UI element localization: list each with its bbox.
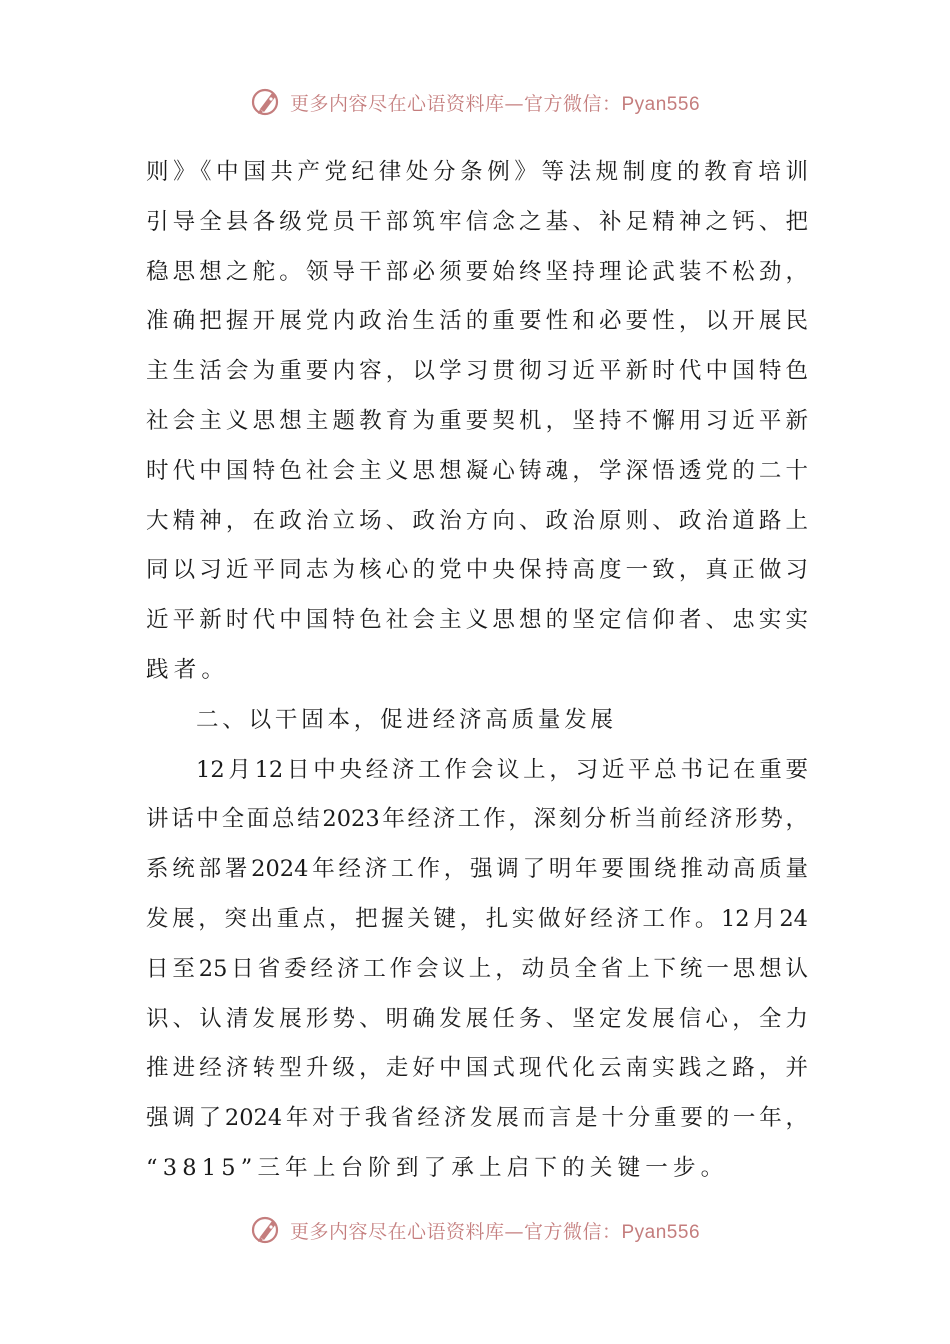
text-line: 近平新时代中国特色社会主义思想的坚定信仰者、忠实实 (146, 607, 808, 634)
text-line: 准确把握开展党内政治生活的重要性和必要性，以开展民 (146, 308, 808, 335)
text-line: 大精神，在政治立场、政治方向、政治原则、政治道路上 (146, 507, 808, 534)
text-line: 社会主义思想主题教育为重要契机，坚持不懈用习近平新 (146, 407, 808, 434)
watermark-text: 更多内容尽在心语资料库—官方微信：Pyan556 (289, 92, 701, 115)
section-heading: 二、以干固本，促进经济高质量发展 (196, 706, 617, 733)
watermark-text: 更多内容尽在心语资料库—官方微信：Pyan556 (289, 1220, 701, 1243)
text-line: 发展，突出重点，把握关键，扎实做好经济工作。12月24 (146, 905, 808, 932)
pen-nib-icon (250, 85, 284, 119)
watermark-footer (0, 1212, 950, 1248)
text-line: 系统部署2024年经济工作，强调了明年要围绕推动高质量 (146, 856, 808, 883)
text-line: 推进经济转型升级，走好中国式现代化云南实践之路，并 (146, 1055, 808, 1082)
text-line: 稳思想之舵。领导干部必须要始终坚持理论武装不松劲， (146, 258, 808, 285)
text-line: 日至25日省委经济工作会议上，动员全省上下统一思想认 (146, 955, 808, 982)
text-line: “3815”三年上台阶到了承上启下的关键一步。 (146, 1154, 729, 1181)
text-line: 识、认清发展形势、明确发展任务、坚定发展信心，全力 (146, 1005, 808, 1032)
text-line: 讲话中全面总结2023年经济工作，深刻分析当前经济形势， (146, 806, 808, 833)
document-body (146, 148, 808, 1194)
text-line: 12月12日中央经济工作会议上，习近平总书记在重要 (196, 756, 808, 783)
text-line: 引导全县各级党员干部筑牢信念之基、补足精神之钙、把 (146, 208, 808, 235)
text-line: 则》《中国共产党纪律处分条例》等法规制度的教育培训 (146, 159, 808, 185)
watermark-header (0, 84, 950, 120)
pen-nib-icon (250, 1213, 284, 1247)
text-line: 强调了2024年对于我省经济发展而言是十分重要的一年， (146, 1105, 808, 1132)
text-line: 时代中国特色社会主义思想凝心铸魂，学深悟透党的二十 (146, 457, 808, 484)
text-line: 主生活会为重要内容，以学习贯彻习近平新时代中国特色 (146, 358, 808, 385)
text-line: 同以习近平同志为核心的党中央保持高度一致，真正做习 (146, 557, 808, 584)
text-line: 践者。 (146, 656, 230, 683)
